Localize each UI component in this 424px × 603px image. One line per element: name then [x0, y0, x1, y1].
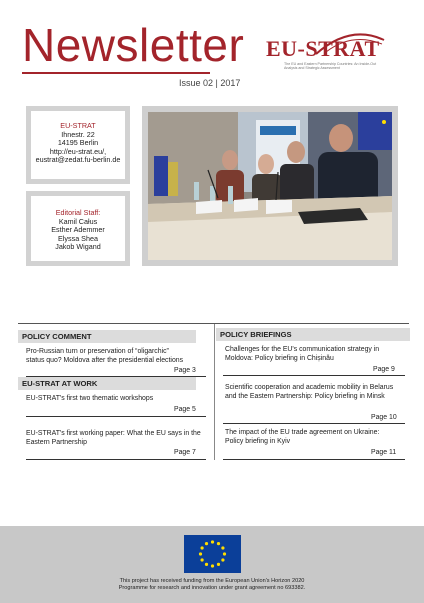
- staff-name: Kamil Całus: [58, 216, 98, 226]
- funding-line-1: This project has received funding from the European Union's Horizon 2020: [119, 578, 305, 584]
- logo-subtitle: The EU and Eastern Partnership Countries: An Inside-Out Analysis and Strategic Assessment: [284, 62, 377, 70]
- toc-item[interactable]: EU-STRAT's first working paper: What the EU says in the Eastern Partnership: [26, 430, 201, 447]
- staff-box: [26, 191, 130, 266]
- eu-strat-logo: [264, 30, 390, 72]
- section-header-eu-strat-at-work: EU-STRAT AT WORK: [18, 377, 196, 390]
- toc-item-rule: [26, 416, 206, 417]
- section-header-policy-briefings: POLICY BRIEFINGS: [216, 328, 410, 341]
- contact-url[interactable]: http://eu-strat.eu/,: [49, 146, 107, 156]
- newsletter-title: Newsletter: [22, 19, 245, 71]
- staff-name: Jakob Wigand: [55, 242, 101, 252]
- toc-item-rule: [223, 423, 405, 424]
- staff-heading: Editorial Staff:: [55, 208, 101, 217]
- contact-city: 14195 Berlin: [57, 138, 99, 148]
- toc-item[interactable]: Scientific cooperation and academic mobility in Belarus and the Eastern Partnership: Policy briefing in Minsk: [225, 384, 394, 401]
- column-divider: [214, 324, 215, 460]
- toc-page: Page 3: [174, 367, 196, 374]
- contact-box: [26, 106, 130, 184]
- conference-photo: [148, 112, 392, 260]
- toc-item[interactable]: Challenges for the EU's communication strategy in Moldova: Policy briefing in Chișinău: [225, 346, 380, 363]
- contact-street: Ihnestr. 22: [61, 129, 95, 139]
- contact-heading: EU-STRAT: [60, 121, 96, 130]
- eu-flag-icon: [184, 535, 241, 573]
- logo-wordmark: EU-STRAT: [266, 36, 380, 61]
- toc-item[interactable]: The impact of the EU trade agreement on Ukraine: Policy briefing in Kyiv: [225, 429, 380, 446]
- staff-name: Elyssa Shea: [58, 233, 98, 243]
- toc-item-rule: [223, 459, 405, 460]
- toc-item-rule: [26, 459, 206, 460]
- issue-label: Issue 02 | 2017: [179, 78, 241, 88]
- toc-page: Page 11: [371, 449, 397, 456]
- toc-item-rule: [223, 375, 405, 376]
- toc-item[interactable]: EU-STRAT's first two thematic workshops: [26, 395, 154, 402]
- toc-item[interactable]: Pro-Russian turn or preservation of “oligarchic” status quo? Moldova after the presidential elections: [26, 348, 184, 365]
- toc-page: Page 7: [174, 449, 196, 456]
- conference-scene: [148, 112, 392, 260]
- toc-page: Page 10: [371, 414, 397, 421]
- funding-line-2: Programme for research and innovation under grant agreement no 693382.: [118, 585, 306, 591]
- staff-name: Esther Ademmer: [51, 225, 105, 235]
- section-header-policy-comment: POLICY COMMENT: [18, 330, 196, 343]
- toc-page: Page 5: [174, 406, 196, 413]
- toc-page: Page 9: [373, 366, 395, 373]
- contact-email[interactable]: eustrat@zedat.fu-berlin.de: [35, 155, 121, 165]
- title-underline: [22, 72, 210, 74]
- photo-frame: [142, 106, 398, 266]
- funding-statement: [60, 578, 364, 592]
